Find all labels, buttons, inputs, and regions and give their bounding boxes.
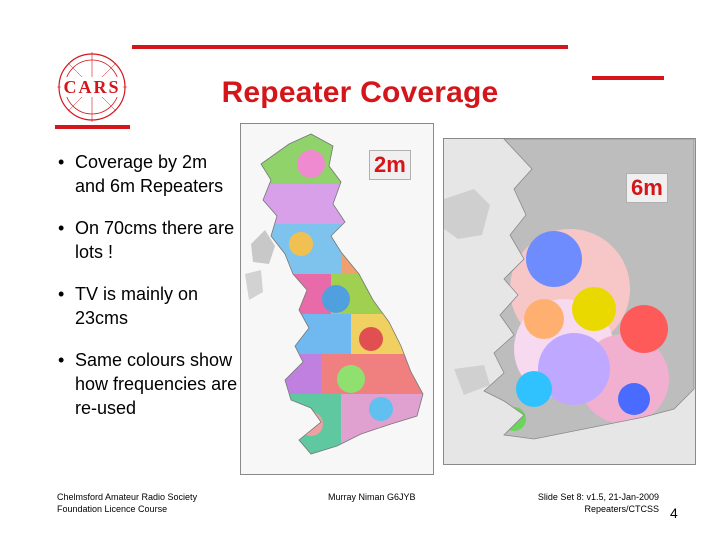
top-rule	[132, 45, 568, 49]
bullet-item-colours	[58, 348, 238, 420]
page-title: Repeater Coverage	[221, 76, 499, 109]
map-6m	[443, 138, 696, 465]
page-number: 4	[670, 505, 678, 521]
right-rule	[592, 76, 664, 80]
footer-right	[505, 491, 659, 515]
cars-logo	[55, 50, 129, 124]
map-2m	[240, 123, 434, 475]
svg-text:CARS: CARS	[63, 77, 121, 97]
bullet-dot: •	[58, 350, 65, 370]
bullet-item-coverage	[58, 150, 238, 198]
bullet-item-70cms	[58, 216, 238, 264]
logo-emblem-icon	[55, 50, 129, 124]
footer-author: Murray Niman G6JYB	[328, 492, 416, 502]
bullet-text: On 70cms there are lots !	[75, 218, 235, 262]
bullet-dot: •	[58, 218, 65, 238]
bullet-text: Same colours show how frequencies are re-used	[75, 350, 238, 418]
bullet-text: TV is mainly on 23cms	[75, 284, 199, 328]
left-rule	[55, 125, 130, 129]
footer-topic: Repeaters/CTCSS	[584, 504, 659, 514]
footer-slide-set: Slide Set 8: v1.5, 21-Jan-2009	[537, 492, 659, 502]
map-label-2m: 2m	[369, 150, 411, 180]
bullet-dot: •	[58, 152, 65, 172]
footer-left	[57, 491, 197, 515]
map-label-6m: 6m	[626, 173, 668, 203]
footer-society-name: Chelmsford Amateur Radio Society	[57, 492, 198, 502]
bullet-list	[58, 150, 238, 438]
bullet-item-tv	[58, 282, 238, 330]
footer-course-name: Foundation Licence Course	[57, 504, 168, 514]
bullet-dot: •	[58, 284, 65, 304]
bullet-text: Coverage by 2m and 6m Repeaters	[75, 152, 224, 196]
